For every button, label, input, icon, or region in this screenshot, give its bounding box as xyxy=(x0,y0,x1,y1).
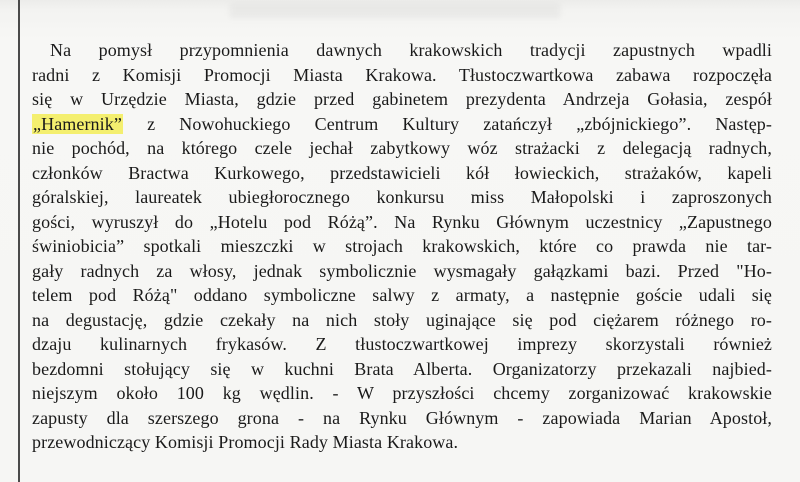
article-line: się w Urzędzie Miasta, gdzie przed gabinetem prezydenta Andrzeja Gołasia, zespół xyxy=(32,89,772,109)
article-line-rest: z Nowohuckiego Centrum Kultury zatańczył „zbójnickiego”. Następ- xyxy=(122,113,772,134)
article-line: bezdomni stołujący się w kuchni Brata Alberta. Organizatorzy przekazali najbied- xyxy=(32,358,772,379)
article-text xyxy=(32,38,772,455)
article-line: gały radnych za włosy, jednak symbolicznie wysmagały gałązkami bazi. Przed "Ho- xyxy=(32,260,772,281)
article-line: gości, wyruszył do „Hotelu pod Różą”. Na Rynku Głównym uczestnicy „Zapustnego xyxy=(32,211,772,232)
column-rule xyxy=(18,0,20,482)
article-line: Na pomysł przypomnienia dawnych krakowskich tradycji zapustnych wpadli xyxy=(50,40,772,60)
article-line: członków Bractwa Kurkowego, przedstawicieli kół łowieckich, strażaków, kapeli xyxy=(32,162,772,183)
article-line: nie pochód, na którego czele jechał zabytkowy wóz strażacki z delegacją radnych, xyxy=(32,138,772,158)
article-line: telem pod Różą" oddano symboliczne salwy z armaty, a następnie goście udali się xyxy=(32,285,772,305)
article-line: niejszym około 100 kg wędlin. - W przyszłości chcemy zorganizować krakowskie xyxy=(32,383,772,403)
highlighted-name: „Hamernik” xyxy=(33,113,122,134)
article-line: na degustację, gdzie czekały na nich stoły uginające się pod ciężarem różnego ro- xyxy=(32,309,772,330)
article-line: dzaju kulinarnych frykasów. Z tłustoczwartkowej imprezy skorzystali również xyxy=(32,334,772,354)
article-line: góralskiej, laureatek ubiegłorocznego konkursu miss Małopolski i zaproszonych xyxy=(32,187,772,207)
article-line xyxy=(32,112,772,137)
article-line: radni z Komisji Promocji Miasta Krakowa. Tłustoczwartkowa zabawa rozpoczęła xyxy=(32,64,772,85)
article-line: przewodniczący Komisji Promocji Rady Miasta Krakowa. xyxy=(32,432,459,452)
article-line: zapusty dla szerszego grona - na Rynku Głównym - zapowiada Marian Apostoł, xyxy=(32,407,772,428)
article-line: świniobicia” spotkali mieszczki w strojach krakowskich, które co prawda nie tar- xyxy=(32,236,772,256)
